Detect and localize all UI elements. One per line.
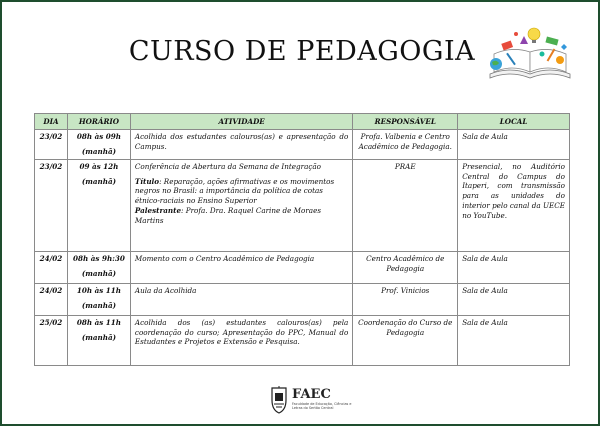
cell-local: Sala de Aula xyxy=(458,316,570,366)
cell-time xyxy=(67,316,130,366)
table-row xyxy=(35,252,570,284)
time-range: 08h às 09h xyxy=(76,132,122,141)
speaker-text: : Profa. Dra. Raquel Carine de Moraes Martins xyxy=(134,205,322,225)
cell-day: 23/02 xyxy=(35,160,68,252)
cell-activity xyxy=(130,160,352,252)
cell-activity: Acolhida dos estudantes calouros(as) e apresentação do Campus. xyxy=(130,130,352,160)
education-illustration-icon xyxy=(480,24,580,88)
logo-name: FAEC xyxy=(292,387,331,402)
header-local: LOCAL xyxy=(458,114,570,130)
time-range: 08h às 11h xyxy=(76,318,122,327)
cell-local: Sala de Aula xyxy=(458,252,570,284)
cell-day: 23/02 xyxy=(35,130,68,160)
cell-responsible: Centro Acadêmico de Pedagogia xyxy=(353,252,458,284)
schedule-table xyxy=(34,113,570,366)
cell-time xyxy=(67,252,130,284)
speaker-label: Palestrante xyxy=(134,205,182,215)
time-range: 09 às 12h xyxy=(79,162,119,171)
header-atividade: ATIVIDADE xyxy=(130,114,352,130)
time-shift: (manhã) xyxy=(81,268,117,278)
time-shift: (manhã) xyxy=(81,300,117,310)
time-shift: (manhã) xyxy=(81,146,117,156)
table-header-row xyxy=(35,114,570,130)
cell-time xyxy=(67,130,130,160)
theme-text: : Reparação, ações afirmativas e os movimentos negros no Brasil: a importância da política de cotas étnico-raciais no Ensino Superior xyxy=(134,176,335,206)
table-row xyxy=(35,160,570,252)
time-range: 10h às 11h xyxy=(76,286,122,295)
header-horario: HORÁRIO xyxy=(67,114,130,130)
cell-local: Presencial, no Auditório Central do Campus do Itaperi, com transmissão para as unidades do interior pelo canal da UECE no YouTube. xyxy=(458,160,570,252)
cell-responsible: Profa. Valbenia e Centro Acadêmico de Pedagogia. xyxy=(353,130,458,160)
cell-day: 25/02 xyxy=(35,316,68,366)
header-responsavel: RESPONSÁVEL xyxy=(353,114,458,130)
cell-responsible: PRAE xyxy=(353,160,458,252)
cell-time xyxy=(67,284,130,316)
table-row xyxy=(35,130,570,160)
theme-label: Título xyxy=(134,176,160,186)
table-row xyxy=(35,316,570,366)
cell-activity: Momento com o Centro Acadêmico de Pedagogia xyxy=(130,252,352,284)
time-shift: (manhã) xyxy=(81,332,117,342)
time-range: 08h às 9h:30 xyxy=(73,254,125,263)
logo-subtitle: Faculdade de Educação, Ciências e Letras do Sertão Central xyxy=(292,402,352,411)
cell-time xyxy=(67,160,130,252)
cell-responsible: Prof. Vinicios xyxy=(353,284,458,316)
cell-activity: Aula da Acolhida xyxy=(130,284,352,316)
cell-local: Sala de Aula xyxy=(458,284,570,316)
time-shift: (manhã) xyxy=(81,176,117,186)
header-dia: DIA xyxy=(35,114,68,130)
cell-activity: Acolhida dos (as) estudantes calouros(as) pela coordenação do curso; Apresentação do PPC, Manual do Estudantes e Projetos e Extensão e Pesquisa. xyxy=(130,316,352,366)
cell-day: 24/02 xyxy=(35,284,68,316)
activity-title: Conferência de Abertura da Semana de Integração xyxy=(134,162,322,171)
cell-day: 24/02 xyxy=(35,252,68,284)
faec-logo xyxy=(270,384,350,418)
page-title: CURSO DE PEDAGOGIA xyxy=(128,36,476,67)
faec-emblem-icon xyxy=(270,386,288,414)
cell-responsible: Coordenação do Curso de Pedagogia xyxy=(353,316,458,366)
table-row xyxy=(35,284,570,316)
cell-local: Sala de Aula xyxy=(458,130,570,160)
